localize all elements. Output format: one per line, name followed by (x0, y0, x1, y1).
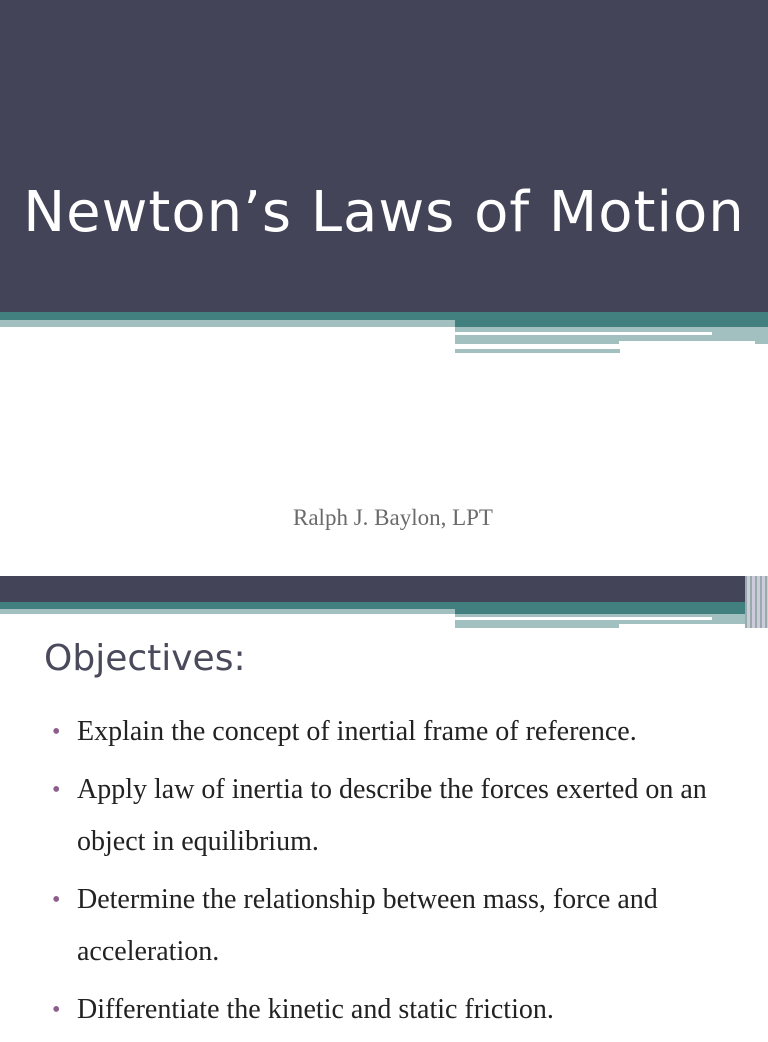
white-line (455, 617, 712, 620)
objectives-list (50, 706, 750, 1042)
white-line (455, 332, 712, 335)
list-item: • Determine the relationship between mass, force and acceleration. (50, 874, 750, 978)
light-stripe (0, 609, 455, 614)
title-band (0, 0, 768, 312)
white-line (619, 341, 755, 344)
bullet-icon: • (52, 887, 61, 913)
list-item: • Explain the concept of inertial frame of reference. (50, 706, 750, 758)
slide-title: Newton’s Laws of Motion (23, 180, 745, 245)
white-line (619, 624, 745, 628)
bullet-icon: • (52, 997, 61, 1023)
light-line (455, 349, 620, 353)
light-stripe (0, 320, 455, 327)
slide-heading: Objectives: (44, 638, 246, 679)
list-item: • Differentiate the kinetic and static friction. (50, 984, 750, 1036)
bullet-icon: • (52, 777, 61, 803)
vertical-lines (745, 576, 768, 628)
bullet-icon: • (52, 719, 61, 745)
list-item: • Apply law of inertia to describe the forces exerted on an object in equilibrium. (50, 764, 750, 868)
author: Ralph J. Baylon, LPT (293, 505, 493, 530)
header-band (0, 576, 768, 602)
